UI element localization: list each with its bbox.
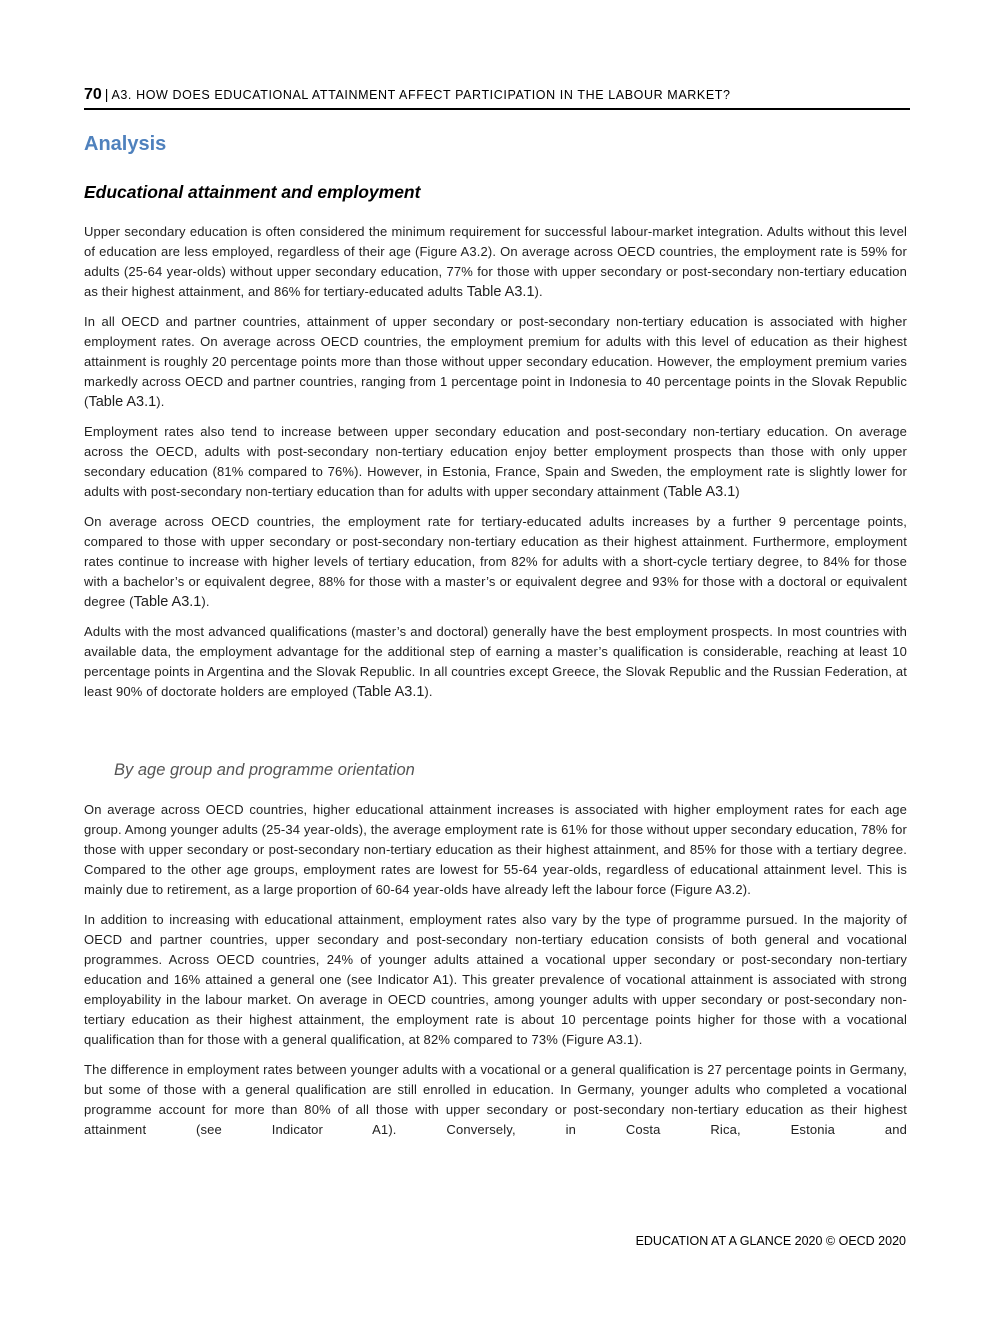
paragraph bbox=[84, 422, 907, 502]
paragraph-tail: ) bbox=[735, 484, 740, 499]
paragraph-text: On average across OECD countries, the employment rate for tertiary-educated adults increases by a further 9 percentage points, compared to those with upper secondary or post-secondary non-tertiary education as their highest attainment. Furthermore, employment rates continue to increase with higher levels of tertiary education, from 82% for adults with a short-cycle tertiary degree, to 84% for those with a bachelor’s or equivalent degree, 88% for those with a master’s or equivalent degree and 93% for those with a doctoral or equivalent degree ( bbox=[84, 514, 907, 609]
paragraph bbox=[84, 512, 907, 612]
paragraph: In addition to increasing with educational attainment, employment rates also vary by the type of programme pursued. In the majority of OECD and partner countries, upper secondary and post-secondary non-tertiary education consists of both general and vocational programmes. Across OECD countries, 24% of younger adults attained a vocational upper secondary or post-secondary non-tertiary education and 16% attained a general one (see Indicator A1). This greater prevalence of vocational attainment is associated with strong employability in the labour market. On average in OECD countries, among younger adults with upper secondary or post-secondary non-tertiary education as their highest attainment, the employment rate is about 10 percentage points higher for those with a vocational qualification than for those with a general qualification, at 82% compared to 73% (Figure A3.1). bbox=[84, 912, 907, 1047]
table-reference-link[interactable]: Table A3.1 bbox=[466, 284, 535, 300]
running-header bbox=[84, 86, 910, 110]
paragraph-text: Adults with the most advanced qualifications (master’s and doctoral) generally have the best employment prospects. In most countries with available data, the employment advantage for the additional step of earning a master’s qualification is considerable, reaching at least 10 percentage points in Argentina and the Slovak Republic. In all countries except Greece, the Slovak Republic and the Russian Federation, at least 90% of doctorate holders are employed ( bbox=[84, 624, 907, 699]
table-reference-link[interactable]: Table A3.1 bbox=[667, 484, 736, 500]
subsection-2-body bbox=[84, 800, 907, 1150]
paragraph bbox=[84, 622, 907, 702]
subsection-title-employment: Educational attainment and employment bbox=[84, 182, 421, 202]
paragraph-continued: The difference in employment rates between younger adults with a vocational or a general qualification is 27 percentage points in Germany, but some of those with a general qualification are still enrolled in education. In Germany, younger adults who completed a vocational programme account for more than 80% of all those with upper secondary or post-secondary non-tertiary education as their highest attainment (see Indicator A1). Conversely, in Costa Rica, Estonia and bbox=[84, 1062, 907, 1137]
paragraph-text: Upper secondary education is often considered the minimum requirement for successful labour-market integration. Adults without this level of education are less employed, regardless of their age (Figure A3.2). On average across OECD countries, the employment rate is 59% for adults (25-64 year-olds) without upper secondary education, 77% for those with upper secondary or post-secondary non-tertiary education as their highest attainment, and 86% for tertiary-educated adults bbox=[84, 224, 907, 299]
section-title: Analysis bbox=[84, 133, 167, 155]
page-number: 70 bbox=[84, 86, 102, 103]
paragraph bbox=[84, 312, 907, 412]
paragraph bbox=[84, 222, 907, 302]
paragraph-tail: ). bbox=[201, 594, 210, 609]
header-separator: | bbox=[104, 86, 109, 102]
paragraph: On average across OECD countries, higher educational attainment increases is associated with higher employment rates for each age group. Among younger adults (25-34 year-olds), the average employment rate is 61% for those without upper secondary education, 78% for those with upper secondary or post-secondary non-tertiary education as their highest attainment, and 85% for those with a tertiary degree. Compared to the other age groups, employment rates are lowest for 55-64 year-olds, regardless of educational attainment level. This is mainly due to retirement, as a large proportion of 60-64 year-olds have already left the labour force (Figure A3.2). bbox=[84, 802, 907, 897]
subsection-title-age-group: By age group and programme orientation bbox=[114, 761, 415, 779]
paragraph-tail: ). bbox=[534, 284, 543, 299]
page-footer: EDUCATION AT A GLANCE 2020 © OECD 2020 bbox=[635, 1234, 906, 1248]
table-reference-link[interactable]: Table A3.1 bbox=[133, 594, 202, 610]
running-header-title: A3. HOW DOES EDUCATIONAL ATTAINMENT AFFECT PARTICIPATION IN THE LABOUR MARKET? bbox=[111, 88, 731, 102]
table-reference-link[interactable]: Table A3.1 bbox=[356, 684, 425, 700]
paragraph-text: In all OECD and partner countries, attainment of upper secondary or post-secondary non-tertiary education is associated with higher employment rates. On average across OECD countries, the employment premium for adults with this level of education as their highest attainment is roughly 20 percentage points more than those without upper secondary education. However, the employment premium varies markedly across OECD and partner countries, ranging from 1 percentage point in Indonesia to 40 percentage points in the Slovak Republic ( bbox=[84, 314, 907, 409]
paragraph-text: Employment rates also tend to increase between upper secondary education and post-secondary non-tertiary education. On average across the OECD, adults with post-secondary non-tertiary education enjoy better employment prospects than those with only upper secondary education (81% compared to 76%). However, in Estonia, France, Spain and Sweden, the employment rate is slightly lower for adults with post-secondary non-tertiary education than for adults with upper secondary attainment ( bbox=[84, 424, 907, 499]
paragraph-tail: ). bbox=[424, 684, 433, 699]
paragraph-tail: ). bbox=[156, 394, 165, 409]
table-reference-link[interactable]: Table A3.1 bbox=[88, 394, 157, 410]
subsection-1-body bbox=[84, 222, 907, 712]
